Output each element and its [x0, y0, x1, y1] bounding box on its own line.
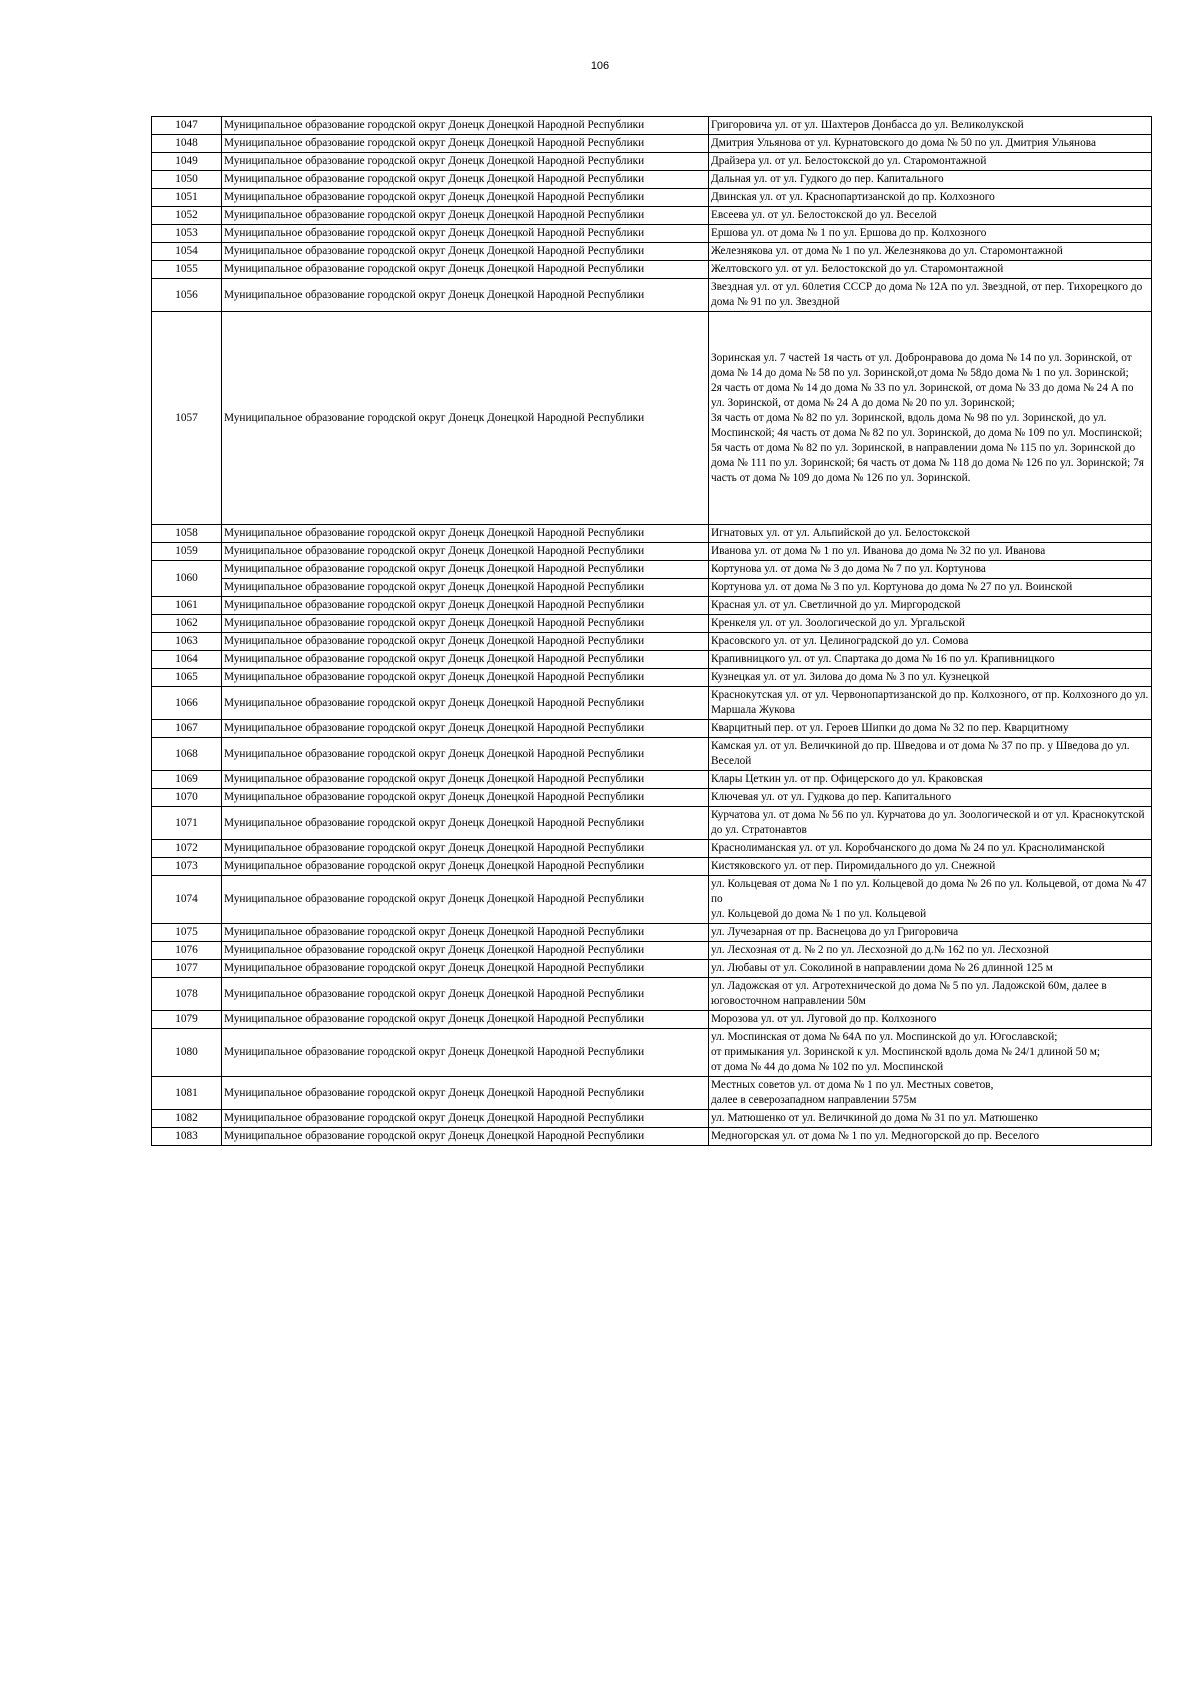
address-line: Кортунова ул. от дома № 3 по ул. Кортунова до дома № 27 по ул. Воинской [711, 581, 1073, 593]
address-line: Звездная ул. от ул. 60летия СССР до дома № 12А по ул. Звездной, от пер. Тихорецкого до дома № 91 по ул. Звездной [711, 281, 1143, 308]
table-row [152, 189, 1152, 207]
table-row [152, 1029, 1152, 1077]
address-line: 5я часть от дома № 82 по ул. Зоринской, в направлении дома № 115 по ул. Зоринской до дома № 111 по ул. Зоринской; 6я часть от дома № 118 до дома № 126 по ул. Зоринской; 7я часть от дома № 109 до дома № 126 по ул. Зоринской. [711, 441, 1144, 484]
table-row [152, 153, 1152, 171]
municipality-cell: Муниципальное образование городской округ Донецк Донецкой Народной Республики [222, 789, 709, 807]
municipality-cell: Муниципальное образование городской округ Донецк Донецкой Народной Республики [222, 633, 709, 651]
municipality-cell: Муниципальное образование городской округ Донецк Донецкой Народной Республики [222, 135, 709, 153]
address-cell [709, 771, 1152, 789]
table-row [152, 651, 1152, 669]
municipality-cell: Муниципальное образование городской округ Донецк Донецкой Народной Республики [222, 1011, 709, 1029]
address-line: Морозова ул. от ул. Луговой до пр. Колхозного [711, 1013, 937, 1025]
address-line: Камская ул. от ул. Величкиной до пр. Шведова и от дома № 37 по пр. у Шведова до ул. Веселой [711, 740, 1130, 767]
row-number: 1077 [152, 960, 222, 978]
table-row [152, 807, 1152, 840]
registry-table [151, 116, 1152, 1146]
table-row [152, 1011, 1152, 1029]
address-line: Зоринская ул. 7 частей 1я часть от ул. Добронравова до дома № 14 по ул. Зоринской, от дома № 14 до дома № 58 по ул. Зоринской,от дома № 58до дома № 1 по ул. Зоринской; [711, 351, 1132, 379]
municipality-cell: Муниципальное образование городской округ Донецк Донецкой Народной Республики [222, 1077, 709, 1110]
address-cell [709, 597, 1152, 615]
address-line: 3я часть от дома № 82 по ул. Зоринской, вдоль дома № 98 по ул. Зоринской, до ул. Моспинской; 4я часть от дома № 82 по ул. Зоринской, до дома № 109 по ул. Моспинской; [711, 411, 1143, 439]
address-line: Кортунова ул. от дома № 3 до дома № 7 по ул. Кортунова [711, 563, 986, 575]
address-line: от дома № 44 до дома № 102 по ул. Моспинской [711, 1061, 944, 1073]
address-cell [709, 942, 1152, 960]
row-number: 1048 [152, 135, 222, 153]
address-cell [709, 651, 1152, 669]
address-cell [709, 171, 1152, 189]
table-row [152, 876, 1152, 924]
address-cell [709, 1011, 1152, 1029]
address-line: ул. Кольцевая от дома № 1 по ул. Кольцевой до дома № 26 по ул. Кольцевой, от дома № 47 по [711, 878, 1147, 905]
address-line: Красная ул. от ул. Светличной до ул. Миргородской [711, 599, 961, 611]
municipality-cell: Муниципальное образование городской округ Донецк Донецкой Народной Республики [222, 543, 709, 561]
table-row [152, 561, 1152, 579]
table-row [152, 543, 1152, 561]
municipality-cell: Муниципальное образование городской округ Донецк Донецкой Народной Республики [222, 117, 709, 135]
municipality-cell: Муниципальное образование городской округ Донецк Донецкой Народной Республики [222, 720, 709, 738]
municipality-cell: Муниципальное образование городской округ Донецк Донецкой Народной Республики [222, 807, 709, 840]
row-number: 1063 [152, 633, 222, 651]
table-row [152, 207, 1152, 225]
table-row [152, 840, 1152, 858]
address-line: Игнатовых ул. от ул. Альпийской до ул. Белостокской [711, 527, 971, 539]
address-line: Иванова ул. от дома № 1 по ул. Иванова до дома № 32 по ул. Иванова [711, 545, 1046, 557]
table-row [152, 1077, 1152, 1110]
municipality-cell: Муниципальное образование городской округ Донецк Донецкой Народной Республики [222, 840, 709, 858]
address-cell [709, 153, 1152, 171]
address-line: ул. Ладожская от ул. Агротехнической до дома № 5 по ул. Ладожской 60м, далее в юговосточном направлении 50м [711, 980, 1107, 1007]
municipality-cell: Муниципальное образование городской округ Донецк Донецкой Народной Республики [222, 597, 709, 615]
address-cell [709, 117, 1152, 135]
row-number: 1061 [152, 597, 222, 615]
address-cell [709, 840, 1152, 858]
row-number: 1078 [152, 978, 222, 1011]
address-cell [709, 279, 1152, 312]
municipality-cell: Муниципальное образование городской округ Донецк Донецкой Народной Республики [222, 687, 709, 720]
address-cell [709, 312, 1152, 525]
row-number: 1076 [152, 942, 222, 960]
row-number: 1054 [152, 243, 222, 261]
address-cell [709, 669, 1152, 687]
address-cell [709, 1110, 1152, 1128]
address-cell [709, 1029, 1152, 1077]
table-row [152, 858, 1152, 876]
row-number: 1050 [152, 171, 222, 189]
municipality-cell: Муниципальное образование городской округ Донецк Донецкой Народной Республики [222, 615, 709, 633]
address-line: Желтовского ул. от ул. Белостокской до ул. Старомонтажной [711, 263, 1004, 275]
address-line: ул. Моспинская от дома № 64А по ул. Моспинской до ул. Югославской; [711, 1031, 1058, 1043]
municipality-cell: Муниципальное образование городской округ Донецк Донецкой Народной Республики [222, 876, 709, 924]
address-line: Дмитрия Ульянова от ул. Курнатовского до дома № 50 по ул. Дмитрия Ульянова [711, 137, 1096, 149]
row-number: 1058 [152, 525, 222, 543]
address-line: ул. Любавы от ул. Соколиной в направлении дома № 26 длинной 125 м [711, 962, 1053, 974]
row-number: 1049 [152, 153, 222, 171]
row-number: 1066 [152, 687, 222, 720]
address-line: Медногорская ул. от дома № 1 по ул. Медногорской до пр. Веселого [711, 1130, 1040, 1142]
page-number: 106 [590, 60, 610, 72]
table-row [152, 225, 1152, 243]
address-line: ул. Кольцевой до дома № 1 по ул. Кольцевой [711, 908, 927, 920]
table-row [152, 597, 1152, 615]
row-number: 1057 [152, 312, 222, 525]
municipality-cell: Муниципальное образование городской округ Донецк Донецкой Народной Республики [222, 153, 709, 171]
address-line: от примыкания ул. Зоринской к ул. Моспинской вдоль дома № 24/1 длиной 50 м; [711, 1046, 1101, 1058]
address-line: 2я часть от дома № 14 до дома № 33 по ул. Зоринской, от дома № 33 до дома № 24 А по ул. Зоринской, от дома № 24 А до дома № 20 по ул. Зоринской; [711, 381, 1134, 409]
municipality-cell: Муниципальное образование городской округ Донецк Донецкой Народной Республики [222, 669, 709, 687]
address-cell [709, 924, 1152, 942]
municipality-cell: Муниципальное образование городской округ Донецк Донецкой Народной Республики [222, 651, 709, 669]
address-cell [709, 189, 1152, 207]
municipality-cell: Муниципальное образование городской округ Донецк Донецкой Народной Республики [222, 525, 709, 543]
municipality-cell: Муниципальное образование городской округ Донецк Донецкой Народной Республики [222, 924, 709, 942]
table-row [152, 687, 1152, 720]
row-number: 1075 [152, 924, 222, 942]
row-number: 1056 [152, 279, 222, 312]
address-line: Железнякова ул. от дома № 1 по ул. Железнякова до ул. Старомонтажной [711, 245, 1063, 257]
table-row [152, 135, 1152, 153]
address-line: ул. Лесхозная от д. № 2 по ул. Лесхозной до д.№ 162 по ул. Лесхозной [711, 944, 1049, 956]
address-cell [709, 243, 1152, 261]
address-cell [709, 633, 1152, 651]
municipality-cell: Муниципальное образование городской округ Донецк Донецкой Народной Республики [222, 1128, 709, 1146]
row-number: 1053 [152, 225, 222, 243]
municipality-cell: Муниципальное образование городской округ Донецк Донецкой Народной Республики [222, 243, 709, 261]
table-row [152, 117, 1152, 135]
row-number: 1055 [152, 261, 222, 279]
address-line: Ключевая ул. от ул. Гудкова до пер. Капитального [711, 791, 952, 803]
address-line: Краснолиманская ул. от ул. Коробчанского до дома № 24 по ул. Краснолиманской [711, 842, 1105, 854]
municipality-cell: Муниципальное образование городской округ Донецк Донецкой Народной Республики [222, 261, 709, 279]
municipality-cell: Муниципальное образование городской округ Донецк Донецкой Народной Республики [222, 171, 709, 189]
table-row [152, 633, 1152, 651]
municipality-cell: Муниципальное образование городской округ Донецк Донецкой Народной Республики [222, 858, 709, 876]
row-number: 1074 [152, 876, 222, 924]
address-line: Дальная ул. от ул. Гудкого до пер. Капитального [711, 173, 944, 185]
address-cell [709, 738, 1152, 771]
address-cell [709, 135, 1152, 153]
table-row [152, 579, 1152, 597]
address-line: Кренкеля ул. от ул. Зоологической до ул. Ургальской [711, 617, 965, 629]
address-cell [709, 543, 1152, 561]
address-cell [709, 1128, 1152, 1146]
row-number: 1071 [152, 807, 222, 840]
table-row [152, 942, 1152, 960]
table-row [152, 243, 1152, 261]
municipality-cell: Муниципальное образование городской округ Донецк Донецкой Народной Республики [222, 312, 709, 525]
address-line: Местных советов ул. от дома № 1 по ул. Местных советов, [711, 1079, 994, 1091]
municipality-cell: Муниципальное образование городской округ Донецк Донецкой Народной Республики [222, 738, 709, 771]
address-line: Кистяковского ул. от пер. Пиромидального до ул. Снежной [711, 860, 996, 872]
municipality-cell: Муниципальное образование городской округ Донецк Донецкой Народной Республики [222, 207, 709, 225]
address-cell [709, 858, 1152, 876]
row-number: 1062 [152, 615, 222, 633]
table-row [152, 669, 1152, 687]
municipality-cell: Муниципальное образование городской округ Донецк Донецкой Народной Республики [222, 1029, 709, 1077]
address-line: Клары Цеткин ул. от пр. Офицерского до ул. Краковская [711, 773, 983, 785]
row-number: 1079 [152, 1011, 222, 1029]
address-cell [709, 579, 1152, 597]
address-cell [709, 960, 1152, 978]
address-cell [709, 615, 1152, 633]
row-number: 1080 [152, 1029, 222, 1077]
municipality-cell: Муниципальное образование городской округ Донецк Донецкой Народной Республики [222, 561, 709, 579]
registry-table-body [152, 117, 1152, 1146]
address-line: Курчатова ул. от дома № 56 по ул. Курчатова до ул. Зоологической и от ул. Краснокутской до ул. Стратонавтов [711, 809, 1145, 836]
address-line: Кузнецкая ул. от ул. Зилова до дома № 3 по ул. Кузнецкой [711, 671, 990, 683]
row-number: 1052 [152, 207, 222, 225]
row-number: 1081 [152, 1077, 222, 1110]
table-row [152, 1128, 1152, 1146]
row-number: 1070 [152, 789, 222, 807]
row-number: 1059 [152, 543, 222, 561]
address-cell [709, 561, 1152, 579]
municipality-cell: Муниципальное образование городской округ Донецк Донецкой Народной Республики [222, 579, 709, 597]
address-cell [709, 876, 1152, 924]
address-line: далее в северозападном направлении 575м [711, 1094, 917, 1106]
municipality-cell: Муниципальное образование городской округ Донецк Донецкой Народной Республики [222, 771, 709, 789]
address-cell [709, 525, 1152, 543]
address-line: Драйзера ул. от ул. Белостокской до ул. Старомонтажной [711, 155, 987, 167]
municipality-cell: Муниципальное образование городской округ Донецк Донецкой Народной Республики [222, 978, 709, 1011]
table-row [152, 720, 1152, 738]
address-line: Краснокутская ул. от ул. Червонопартизанской до пр. Колхозного, от пр. Колхозного до ул. Маршала Жукова [711, 689, 1149, 716]
municipality-cell: Муниципальное образование городской округ Донецк Донецкой Народной Республики [222, 960, 709, 978]
table-row [152, 525, 1152, 543]
municipality-cell: Муниципальное образование городской округ Донецк Донецкой Народной Республики [222, 279, 709, 312]
address-cell [709, 720, 1152, 738]
address-cell [709, 1077, 1152, 1110]
municipality-cell: Муниципальное образование городской округ Донецк Донецкой Народной Республики [222, 942, 709, 960]
address-cell [709, 207, 1152, 225]
row-number: 1067 [152, 720, 222, 738]
address-line: Красовского ул. от ул. Целиноградской до ул. Сомова [711, 635, 969, 647]
table-row [152, 978, 1152, 1011]
address-line: Ершова ул. от дома № 1 по ул. Ершова до пр. Колхозного [711, 227, 987, 239]
municipality-cell: Муниципальное образование городской округ Донецк Донецкой Народной Республики [222, 225, 709, 243]
address-cell [709, 261, 1152, 279]
table-row [152, 738, 1152, 771]
address-line: Двинская ул. от ул. Краснопартизанской до пр. Колхозного [711, 191, 995, 203]
row-number: 1083 [152, 1128, 222, 1146]
address-line: Евсеева ул. от ул. Белостокской до ул. Веселой [711, 209, 937, 221]
table-row [152, 312, 1152, 525]
row-number: 1065 [152, 669, 222, 687]
address-cell [709, 687, 1152, 720]
row-number: 1073 [152, 858, 222, 876]
address-line: Кварцитный пер. от ул. Героев Шипки до дома № 32 по пер. Кварцитному [711, 722, 1069, 734]
address-line: Крапивницкого ул. от ул. Спартака до дома № 16 по ул. Крапивницкого [711, 653, 1055, 665]
row-number: 1068 [152, 738, 222, 771]
table-row [152, 279, 1152, 312]
row-number: 1047 [152, 117, 222, 135]
row-number: 1069 [152, 771, 222, 789]
municipality-cell: Муниципальное образование городской округ Донецк Донецкой Народной Республики [222, 1110, 709, 1128]
table-row [152, 924, 1152, 942]
table-row [152, 789, 1152, 807]
municipality-cell: Муниципальное образование городской округ Донецк Донецкой Народной Республики [222, 189, 709, 207]
table-row [152, 771, 1152, 789]
row-number: 1060 [152, 561, 222, 597]
row-number: 1082 [152, 1110, 222, 1128]
address-line: ул. Матюшенко от ул. Величкиной до дома № 31 по ул. Матюшенко [711, 1112, 1038, 1124]
table-row [152, 1110, 1152, 1128]
address-cell [709, 225, 1152, 243]
table-row [152, 960, 1152, 978]
table-row [152, 171, 1152, 189]
row-number: 1064 [152, 651, 222, 669]
row-number: 1072 [152, 840, 222, 858]
address-cell [709, 789, 1152, 807]
table-row [152, 615, 1152, 633]
address-line: Григоровича ул. от ул. Шахтеров Донбасса до ул. Великолукской [711, 119, 1024, 131]
address-line: ул. Лучезарная от пр. Васнецова до ул Григоровича [711, 926, 959, 938]
row-number: 1051 [152, 189, 222, 207]
table-row [152, 261, 1152, 279]
address-cell [709, 807, 1152, 840]
address-cell [709, 978, 1152, 1011]
